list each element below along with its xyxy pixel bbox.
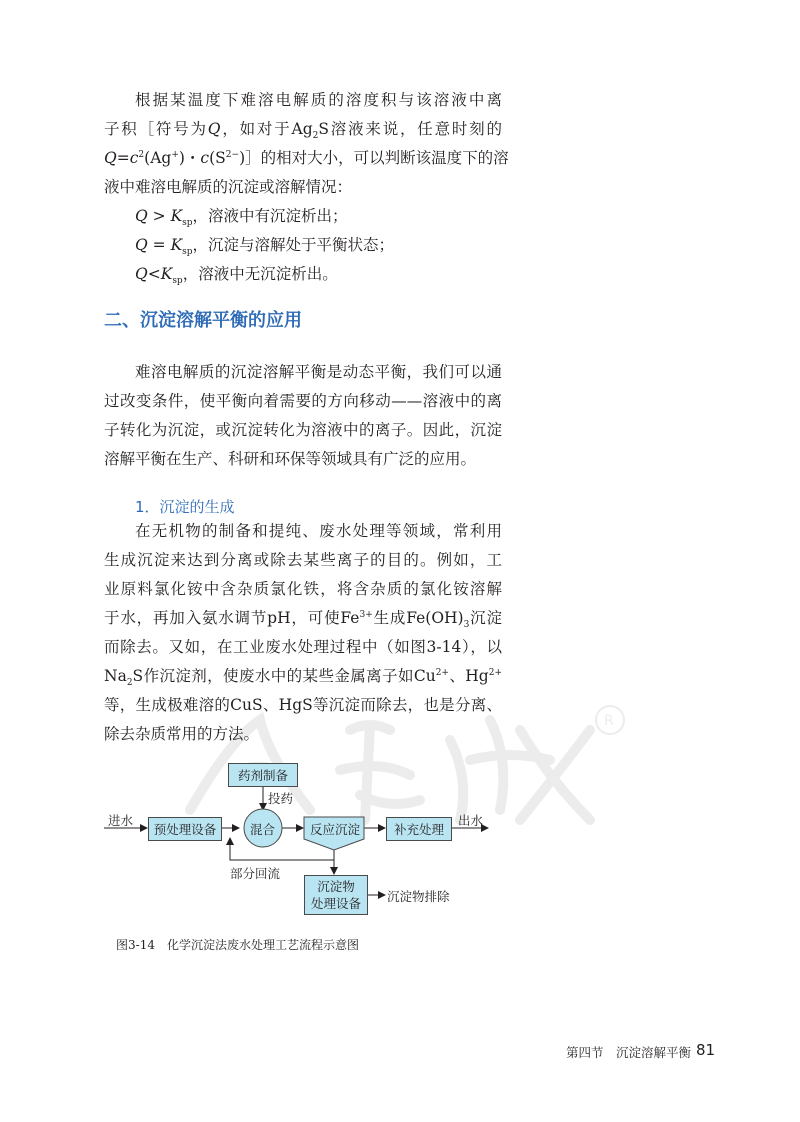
paragraph-line: 除去杂质常用的方法。	[104, 725, 260, 743]
intro-paragraph	[104, 86, 509, 202]
sludge-box-line: 沉淀物	[317, 879, 355, 894]
condition-item: $Q > K_{sp}$，溶液中有沉淀析出；	[135, 207, 348, 229]
paragraph-line: 生成沉淀来达到分离或除去某些离子的目的。例如，工	[104, 551, 502, 569]
intro-line: $Q=c^2(Ag^+)$・$c(S^{2-})]$的相对大小，可以判断该温度下的溶	[104, 149, 509, 167]
recycle-label: 部分回流	[230, 866, 281, 881]
paragraph-line: 而除去。又如，在工业废水处理过程中（如图3-14），以	[104, 638, 502, 656]
sludge-out-label: 沉淀物排除	[387, 889, 450, 904]
intro-line: 子积［符号为Q，如对于$Ag_2S$溶液来说，任意时刻的	[104, 120, 502, 142]
condition-item: $Q = K_{sp}$，沉淀与溶解处于平衡状态；	[135, 236, 395, 258]
intro-line: 液中难溶电解质的沉淀或溶解情况：	[104, 178, 353, 196]
subsection-title: 1．沉淀的生成	[135, 498, 235, 516]
paragraph-line: 等，生成极难溶的CuS、HgS等沉淀而除去，也是分离、	[104, 696, 502, 714]
sludge-treatment-box	[304, 875, 368, 915]
footer-chapter: 第四节 沉淀溶解平衡	[566, 1045, 692, 1060]
svg-text:R: R	[604, 713, 614, 729]
paragraph-line: 过改变条件，使平衡向着需要的方向移动——溶液中的离	[104, 392, 502, 410]
intro-line: 根据某温度下难溶电解质的溶度积与该溶液中离	[135, 91, 502, 109]
paragraph-line: 业原料氯化铵中含杂质氯化铁，将含杂质的氯化铵溶解	[104, 580, 502, 598]
mixing-label: 混合	[250, 822, 276, 837]
paragraph-line: 子转化为沉淀，或沉淀转化为溶液中的离子。因此，沉淀	[104, 421, 502, 439]
section-title: 二、沉淀溶解平衡的应用	[104, 310, 302, 331]
paragraph-line: 溶解平衡在生产、科研和环保等领域具有广泛的应用。	[104, 450, 477, 468]
paragraph-line: 在无机物的制备和提纯、废水处理等领域，常利用	[135, 522, 502, 540]
paragraph-line: $Na_2S$作沉淀剂，使废水中的某些金属离子如$Cu^{2+}$、$Hg^{2+}$	[104, 667, 502, 689]
flow-diagram	[100, 755, 520, 930]
application-paragraph	[104, 358, 502, 474]
reagent-prep-box: 药剂制备	[228, 763, 298, 787]
paragraph-line: 难溶电解质的沉淀溶解平衡是动态平衡，我们可以通	[135, 363, 502, 381]
water-in-label: 进水	[108, 813, 134, 828]
figure-caption: 图3-14 化学沉淀法废水处理工艺流程示意图	[116, 938, 359, 952]
supplementary-box: 补充处理	[386, 817, 452, 841]
precipitation-paragraph	[104, 517, 502, 749]
page-number: 81	[696, 1041, 716, 1059]
pretreatment-box: 预处理设备	[148, 817, 222, 841]
paragraph-line: 于水，再加入氨水调节pH，可使$Fe^{3+}$生成$Fe(OH)_3$沉淀	[104, 609, 502, 631]
condition-list	[135, 202, 394, 289]
water-out-label: 出水	[458, 813, 484, 828]
sludge-box-line: 处理设备	[310, 896, 361, 911]
dosing-label: 投药	[268, 791, 294, 806]
condition-item: $Q<K_{sp}$，溶液中无沉淀析出。	[135, 265, 338, 287]
reaction-label: 反应沉淀	[310, 822, 361, 837]
